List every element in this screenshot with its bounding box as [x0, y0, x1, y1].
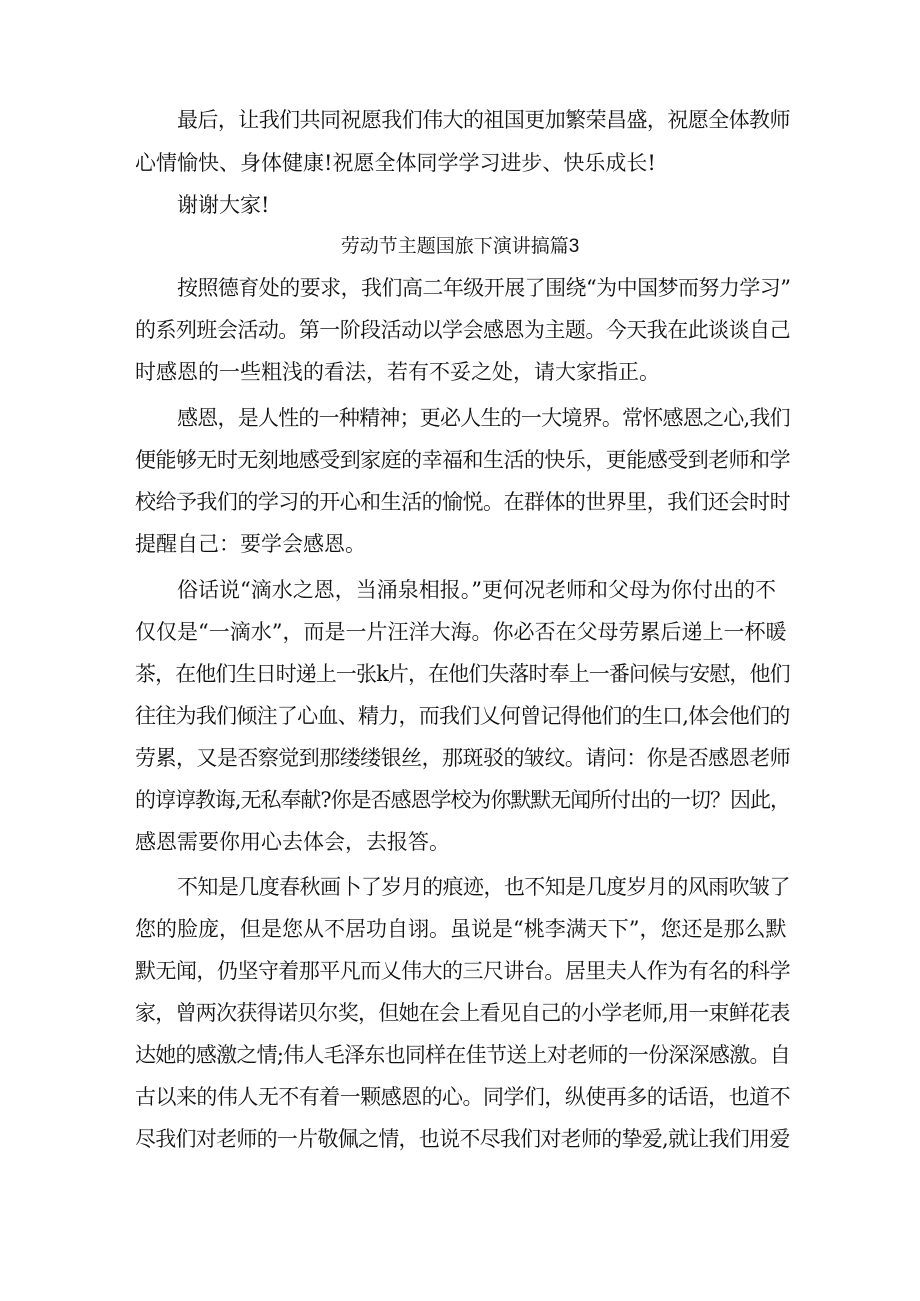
paragraph-4-line-2: 您的脸庞，但是您从不居功自诩。虽说是“桃李满天下”，您还是那么默: [135, 917, 787, 941]
paragraph-2-line-3: 校给予我们的学习的开心和生活的愉悦。在群体的世界里，我们还会时时: [135, 490, 791, 514]
section-title: 劳动节主题国旅下演讲搞篇3: [340, 236, 580, 257]
paragraph-3-line-6: 的谆谆教诲,无私奉献?你是否感恩学校为你默默无闻所付出的一切？因此，: [135, 788, 790, 812]
paragraph-1-line-1: 按照德育处的要求，我们高二年级开展了围绕“为中国梦而努力学习”: [177, 276, 791, 300]
paragraph-3-line-4: 往往为我们倾注了心血、精力，而我们乂何曾记得他们的生口,体会他们的: [135, 704, 790, 728]
paragraph-1-line-3: 时感恩的一些粗浅的看法，若有不妥之处，请大家指正。: [135, 360, 660, 384]
paragraph-3-line-5: 劳累，又是否察觉到那缕缕银丝，那斑驳的皱纹。请问：你是否感恩老师: [135, 746, 791, 770]
paragraph-4-line-4: 家，曾两次获得诺贝尔奖，但她在会上看见自己的小学老师,用一束鲜花表: [135, 1001, 790, 1025]
paragraph-2-line-1: 感恩，是人性的一种精神；更必人生的一大境界。常怀感恩之心,我们: [177, 406, 790, 430]
paragraph-4-line-6: 古以来的伟人无不有着一颗感恩的心。同学们，纵使再多的话语，也道不: [135, 1085, 791, 1109]
paragraph-4-line-1: 不知是几度春秋画卜了岁月的痕迹，也不知是几度岁月的风雨吹皱了: [177, 875, 790, 899]
paragraph-4-line-3: 默无闻，仍坚守着那平凡而乂伟大的三尺讲台。居里夫人作为有名的科学: [135, 959, 791, 983]
paragraph-2-line-2: 便能够无时无刻地感受到家庭的幸福和生活的快乐，更能感受到老师和学: [135, 448, 791, 472]
thanks-line: 谢谢大家!: [177, 193, 270, 217]
paragraph-1-line-2: 的系列班会活动。第一阶段活动以学会感恩为主题。今天我在此谈谈自己: [135, 318, 791, 342]
paragraph-3-line-7: 感恩需要你用心去体会，去报答。: [135, 830, 450, 854]
closing-line-2: 心情愉快、身体健康!祝愿全体同学学习进步、快乐成长!: [135, 151, 656, 175]
closing-line-1: 最后，让我们共同祝愿我们伟大的祖国更加繁荣昌盛，祝愿全体教师: [177, 108, 790, 132]
paragraph-3-line-1: 俗话说“滴水之恩，当涌泉相报。”更何况老师和父母为你付出的不: [177, 578, 776, 602]
paragraph-3-line-3: 茶，在他们生日时递上一张k片，在他们失落时奉上一番问候与安慰，他们: [135, 662, 790, 686]
paragraph-4-line-5: 达她的感激之情;伟人毛泽东也同样在佳节送上对老师的一份深深感激。自: [135, 1043, 790, 1067]
paragraph-4-line-7: 尽我们对老师的一片敬佩之情，也说不尽我们对老师的挚爱,就让我们用爱: [135, 1127, 790, 1151]
paragraph-3-line-2: 仅仅是“一滴水”，而是一片汪洋大海。你必否在父母劳累后递上一杯暖: [135, 620, 787, 644]
paragraph-2-line-4: 提醒自己：要学会感恩。: [135, 532, 366, 556]
